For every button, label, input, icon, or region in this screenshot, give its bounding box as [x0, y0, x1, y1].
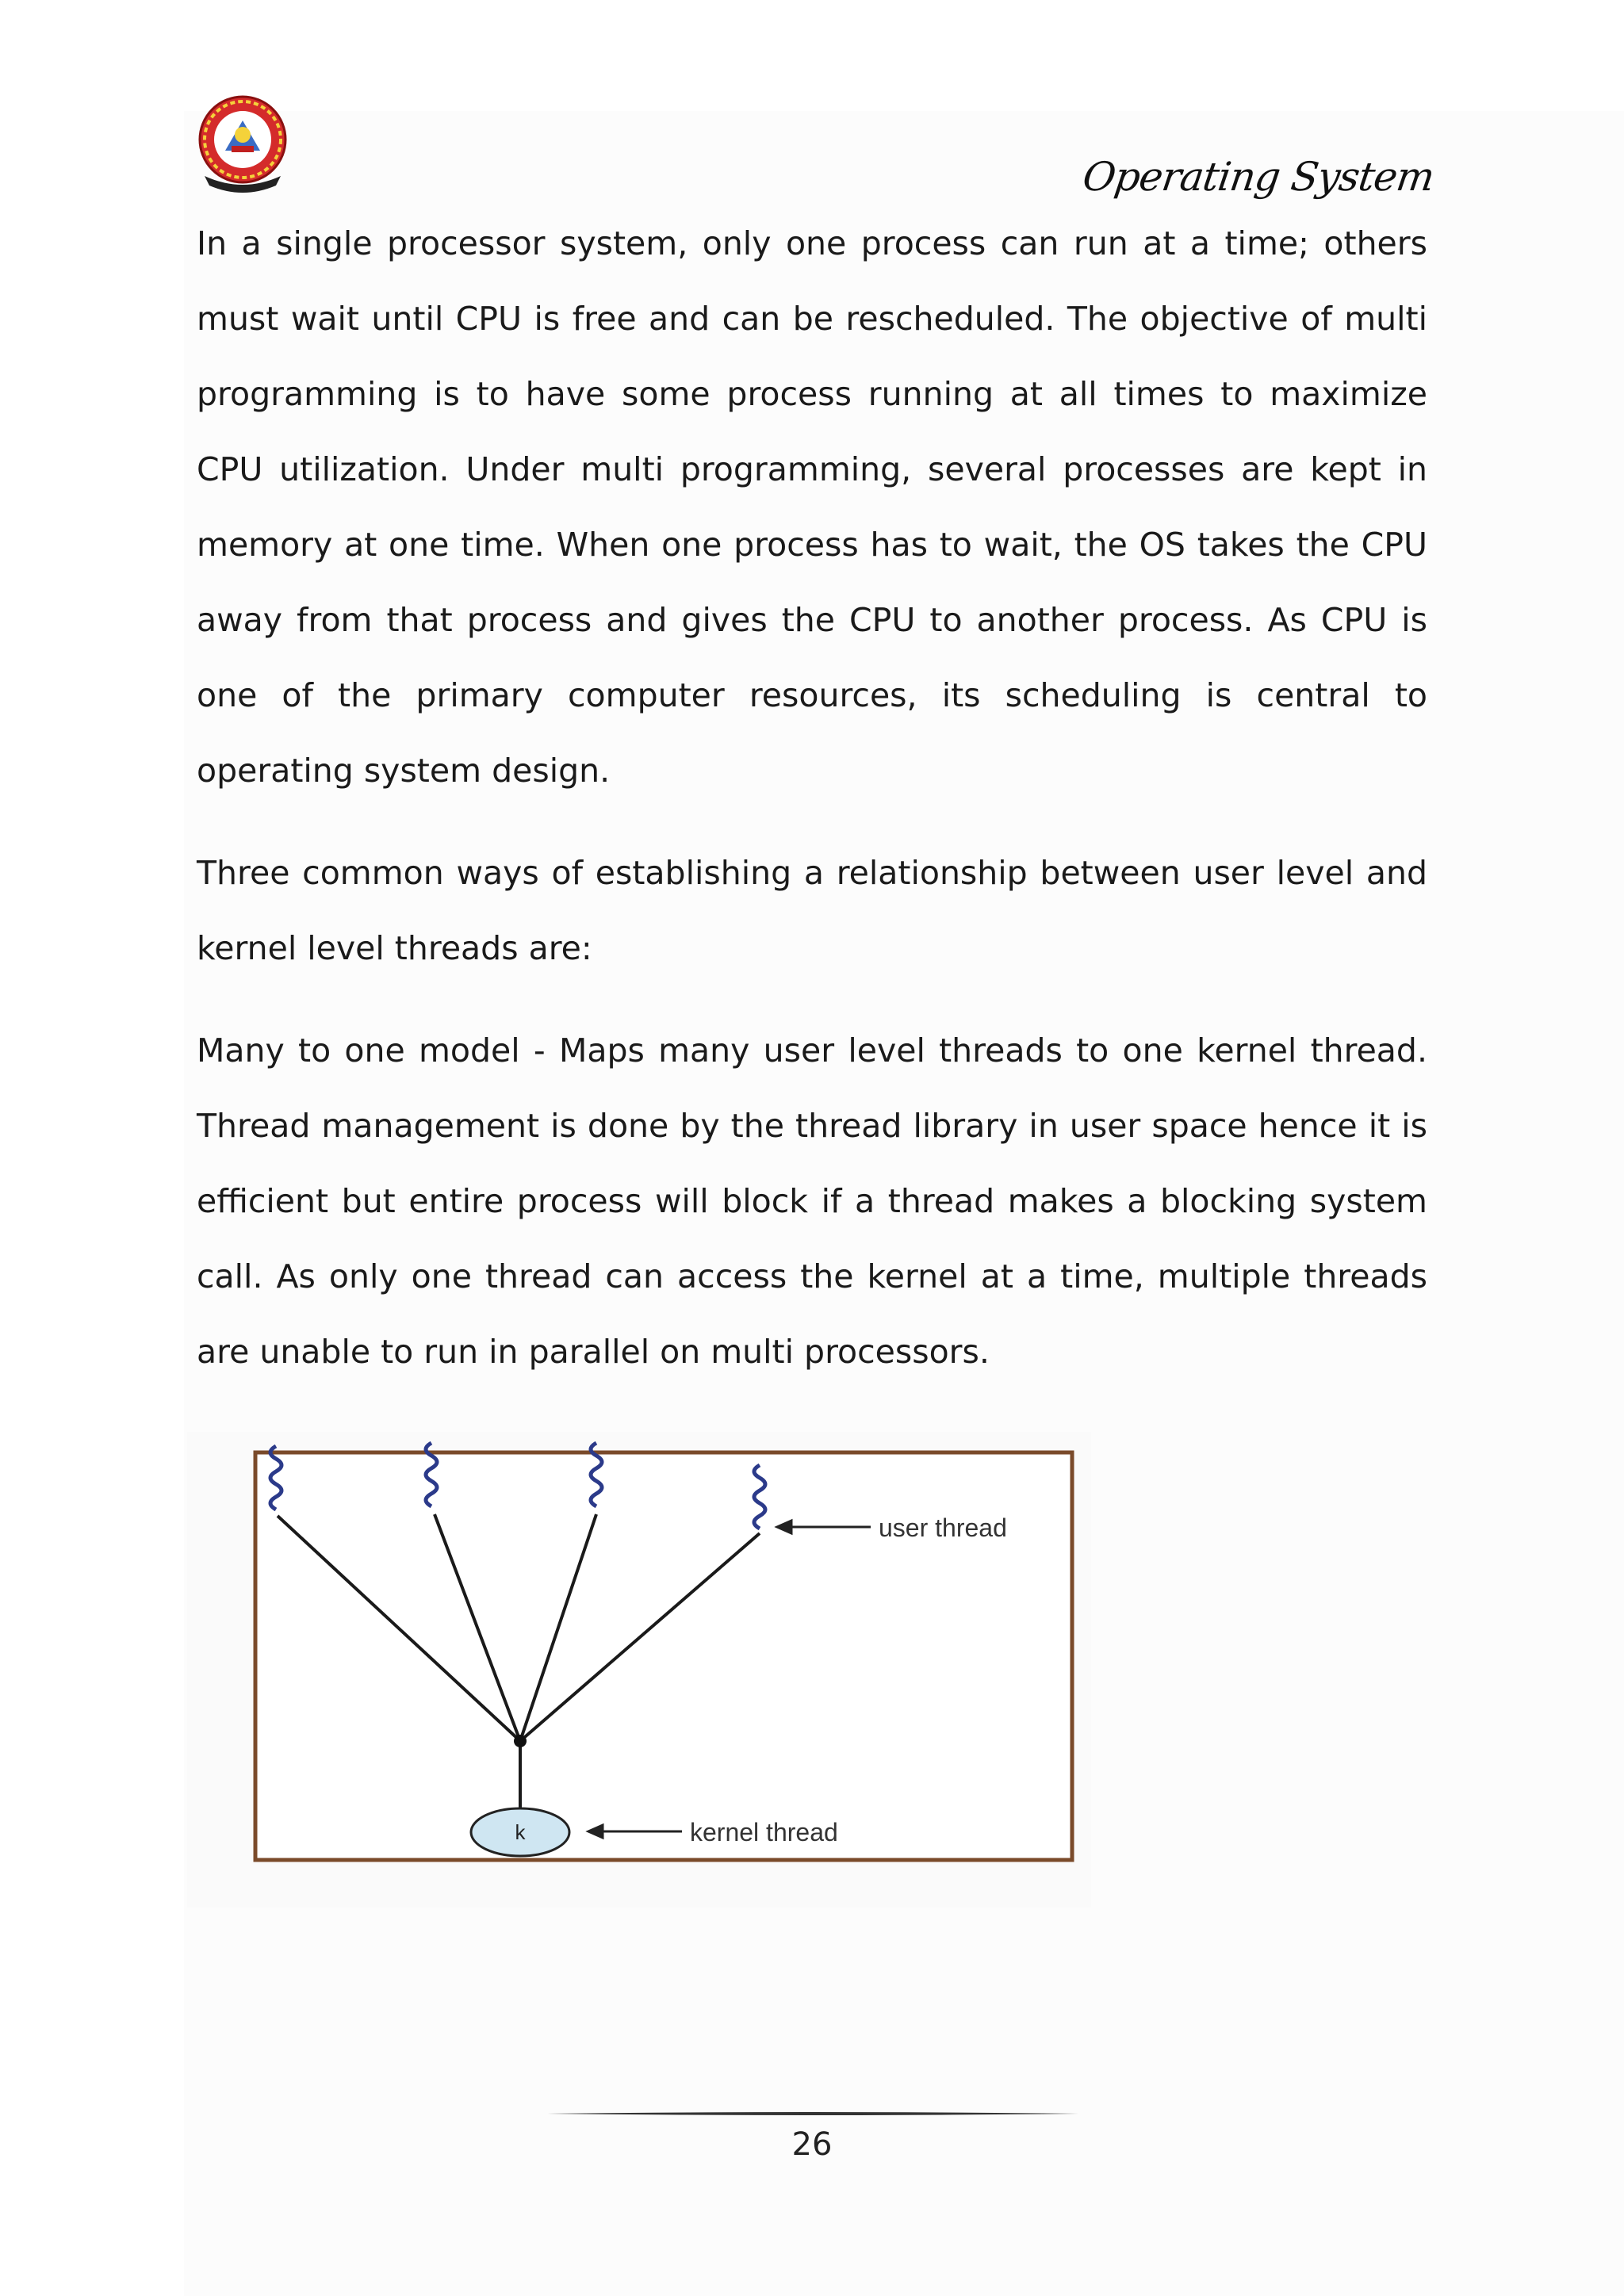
institution-logo [197, 94, 290, 197]
kernel-node-label: k [515, 1820, 526, 1844]
user-thread-label: user thread [879, 1513, 1007, 1542]
paragraph-cpu-scheduling: In a single processor system, only one process can run at a time; others must wait until CPU is free and can be rescheduled. The objective of multi programming is to have some process running at all times to maximize CPU utilization. Under multi programming, several processes are kept in memory at one time. When one process has to wait, the OS takes the CPU away from that process and gives the CPU to another process. As CPU is one of the primary computer resources, its scheduling is central to operating system design. [197, 224, 1427, 790]
paragraph-thread-models-intro: Three common ways of establishing a relationship between user level and kernel level threads are: [197, 854, 1427, 967]
running-header-title: Operating System [1080, 154, 1438, 200]
kernel-thread-label: kernel thread [690, 1818, 838, 1846]
paragraph-many-to-one: Many to one model - Maps many user level threads to one kernel thread. Thread management is done by the thread library in user space hence it is efficient but entire process will block if a thread makes a blocking system call. As only one thread can access the kernel at a time, multiple threads are unable to run in parallel on multi processors. [197, 1031, 1427, 1371]
body-text [197, 206, 1427, 1390]
footer-divider [547, 2104, 1078, 2109]
junction-point [514, 1735, 527, 1747]
page-number: 26 [791, 2126, 833, 2163]
many-to-one-diagram [187, 1432, 1091, 1908]
